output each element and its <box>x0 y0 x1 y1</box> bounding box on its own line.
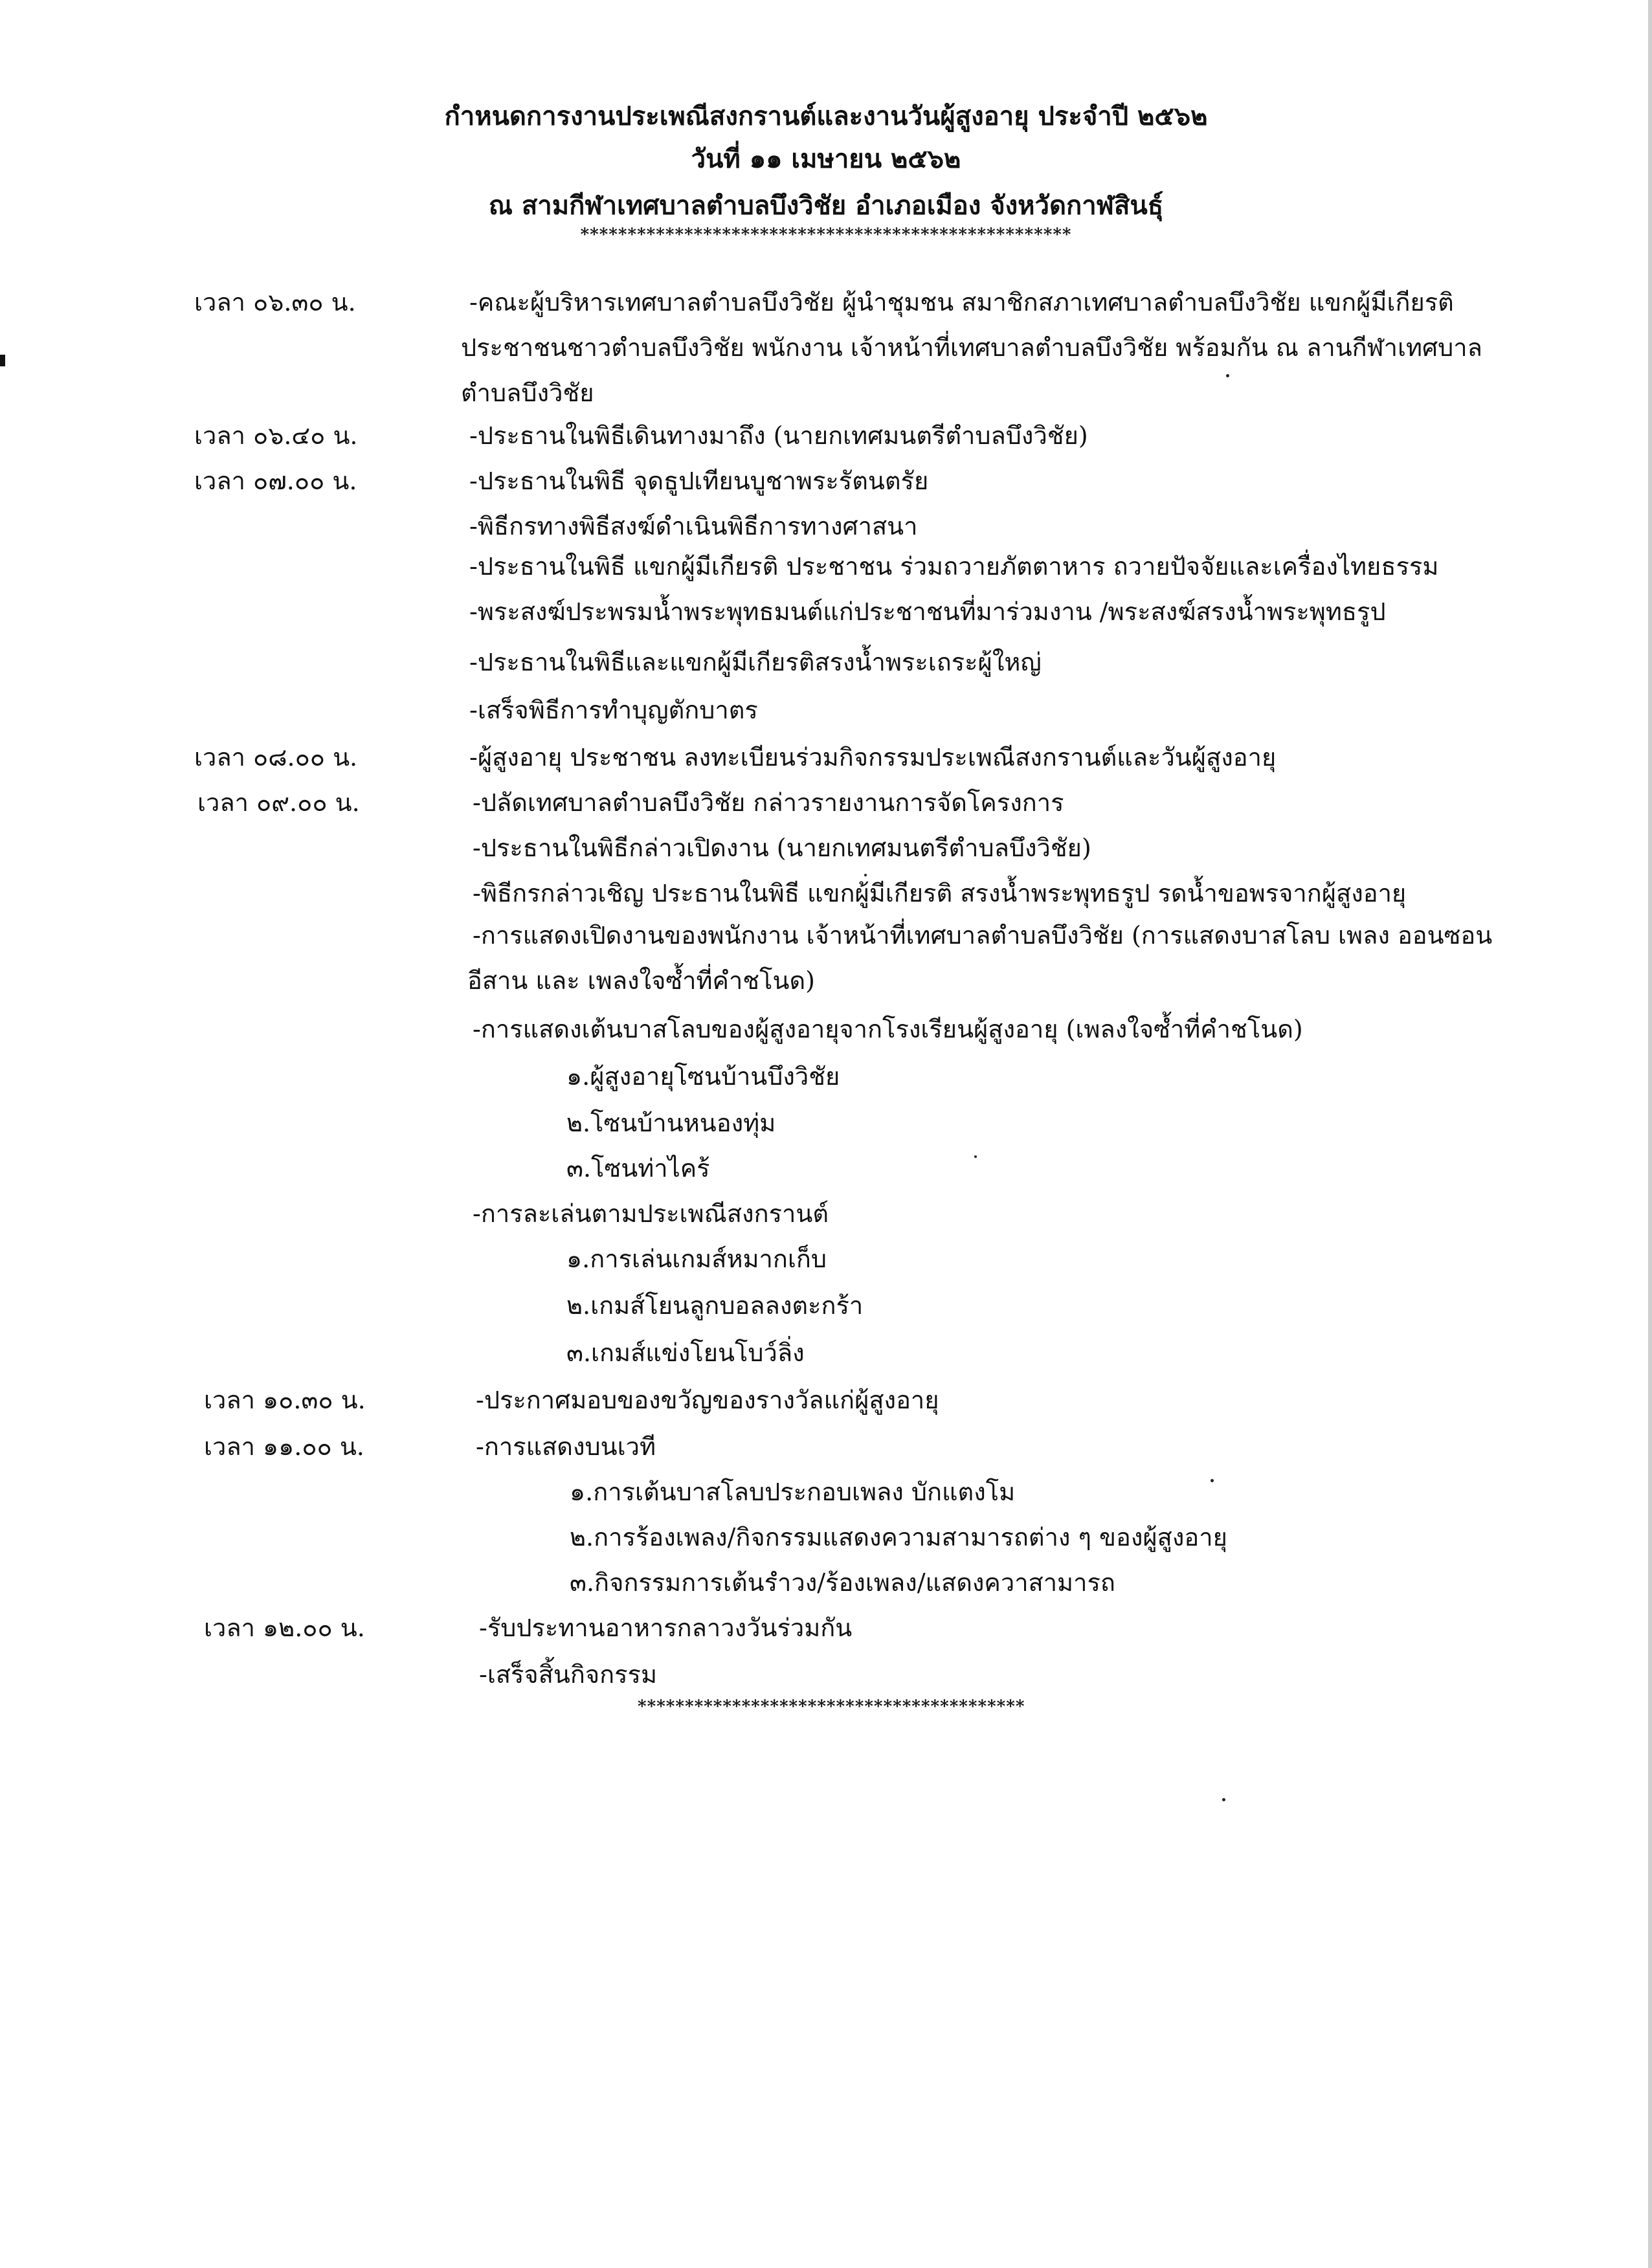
item-0900-7: -การละเล่นตามประเพณีสงกรานต์ <box>473 1199 829 1228</box>
scan-speck <box>1222 1798 1225 1801</box>
item-0700-3: -ประธานในพิธี แขกผู้มีเกียรติ ประชาชน ร่วมถวายภัตตาหาร ถวายปัจจัยและเครื่องไทยธรรม <box>469 552 1439 581</box>
time-0700: เวลา ๐๗.๐๐ น. <box>194 467 357 495</box>
item-0700-2: -พิธีกรทางพิธีสงฆ์ดำเนินพิธีการทางศาสนา <box>469 512 918 540</box>
item-1030: -ประกาศมอบของขวัญของรางวัลแก่ผู้สูงอายุ <box>476 1386 939 1414</box>
scan-speck <box>974 1155 977 1158</box>
item-0630-line1: -คณะผู้บริหารเทศบาลตำบลบึงวิชัย ผู้นำชุมชน สมาชิกสภาเทศบาลตำบลบึงวิชัย แขกผู้มีเกียรติ <box>469 288 1454 317</box>
item-0800: -ผู้สูงอายุ ประชาชน ลงทะเบียนร่วมกิจกรรมประเพณีสงกรานต์และวันผู้สูงอายุ <box>469 743 1277 772</box>
time-0640: เวลา ๐๖.๔๐ น. <box>194 421 358 450</box>
scan-speck <box>1211 1479 1214 1482</box>
time-1100: เวลา ๑๑.๐๐ น. <box>204 1432 364 1461</box>
document-header <box>0 97 1652 225</box>
time-0800: เวลา ๐๘.๐๐ น. <box>194 743 358 772</box>
scan-right-edge <box>1648 0 1652 2268</box>
item-1200-2: -เสร็จสิ้นกิจกรรม <box>479 1660 658 1689</box>
scan-edge-mark <box>0 355 5 366</box>
time-1030: เวลา ๑๐.๓๐ น. <box>204 1386 366 1414</box>
item-1100: -การแสดงบนเวที <box>476 1432 656 1461</box>
item-0630-line2: ประชาชนชาวตำบลบึงวิชัย พนักงาน เจ้าหน้าที่เทศบาลตำบลบึงวิชัย พร้อมกัน ณ ลานกีฬาเทศบาล <box>461 333 1482 362</box>
subitem-0900-3: ๓.โซนท่าไคร้ <box>566 1154 710 1183</box>
time-0630: เวลา ๐๖.๓๐ น. <box>194 288 356 317</box>
item-0900-5: อีสาน และ เพลงใจซ้ำที่คำชโนด) <box>467 966 815 995</box>
subitem-0900-4: ๑.การเล่นเกมส์หมากเก็บ <box>566 1245 827 1273</box>
subitem-0900-1: ๑.ผู้สูงอายุโซนบ้านบึงวิชัย <box>566 1062 840 1091</box>
subitem-0900-6: ๓.เกมส์แข่งโยนโบว์ลิ่ง <box>566 1339 805 1367</box>
closing-divider: ***************************************** <box>638 1697 1025 1717</box>
item-0700-5: -ประธานในพิธีและแขกผู้มีเกียรติสรงน้ำพระเถระผู้ใหญ่ <box>469 648 1042 676</box>
item-0900-2: -ประธานในพิธีกล่าวเปิดงาน (นายกเทศมนตรีตำบลบึงวิชัย) <box>473 834 1091 862</box>
subitem-1100-1: ๑.การเต้นบาสโลบประกอบเพลง บักแตงโม <box>570 1478 1016 1506</box>
header-title: กำหนดการงานประเพณีสงกรานต์และงานวันผู้สูงอายุ ประจำปี ๒๕๖๒ <box>444 101 1208 131</box>
item-0700-1: -ประธานในพิธี จุดธูปเทียนบูชาพระรัตนตรัย <box>469 467 929 495</box>
item-0900-1: -ปลัดเทศบาลตำบลบึงวิชัย กล่าวรายงานการจัดโครงการ <box>473 788 1064 817</box>
subitem-1100-2: ๒.การร้องเพลง/กิจกรรมแสดงความสามารถต่าง ๆ ของผู้สูงอายุ <box>570 1523 1227 1551</box>
subitem-0900-5: ๒.เกมส์โยนลูกบอลลงตะกร้า <box>566 1291 864 1320</box>
item-0900-6: -การแสดงเต้นบาสโลบของผู้สูงอายุจากโรงเรียนผู้สูงอายุ (เพลงใจซ้ำที่คำชโนด) <box>473 1015 1303 1043</box>
subitem-1100-3: ๓.กิจกรรมการเต้นรำวง/ร้องเพลง/แสดงควาสามารถ <box>570 1568 1115 1597</box>
item-0630-line3: ตำบลบึงวิชัย <box>461 379 594 407</box>
item-0900-4: -การแสดงเปิดงานของพนักงาน เจ้าหน้าที่เทศบาลตำบลบึงวิชัย (การแสดงบาสโลบ เพลง ออนซอน <box>473 921 1493 950</box>
item-0700-6: -เสร็จพิธีการทำบุญตักบาตร <box>469 696 758 724</box>
subitem-0900-2: ๒.โซนบ้านหนองทุ่ม <box>566 1109 776 1137</box>
time-0900: เวลา ๐๙.๐๐ น. <box>197 788 360 817</box>
header-divider: **************************************************** <box>580 225 1072 245</box>
item-0700-4: -พระสงฆ์ประพรมน้ำพระพุทธมนต์แก่ประชาชนที่มาร่วมงาน /พระสงฆ์สรงน้ำพระพุทธรูป <box>469 597 1386 626</box>
scan-speck <box>864 874 867 876</box>
item-0900-3: -พิธีกรกล่าวเชิญ ประธานในพิธี แขกผู้มีเกียรติ สรงน้ำพระพุทธรูป รดน้ำขอพรจากผู้สูงอายุ <box>473 879 1407 907</box>
item-0640: -ประธานในพิธีเดินทางมาถึง (นายกเทศมนตรีตำบลบึงวิชัย) <box>469 421 1088 450</box>
header-venue: ณ สามกีฬาเทศบาลตำบลบึงวิชัย อำเภอเมือง จังหวัดกาฬสินธุ์ <box>488 190 1164 221</box>
item-1200-1: -รับประทานอาหารกลาวงวันร่วมกัน <box>479 1614 853 1642</box>
header-date: วันที่ ๑๑ เมษายน ๒๕๖๒ <box>691 144 961 174</box>
scan-speck <box>1226 374 1229 377</box>
time-1200: เวลา ๑๒.๐๐ น. <box>204 1614 365 1642</box>
